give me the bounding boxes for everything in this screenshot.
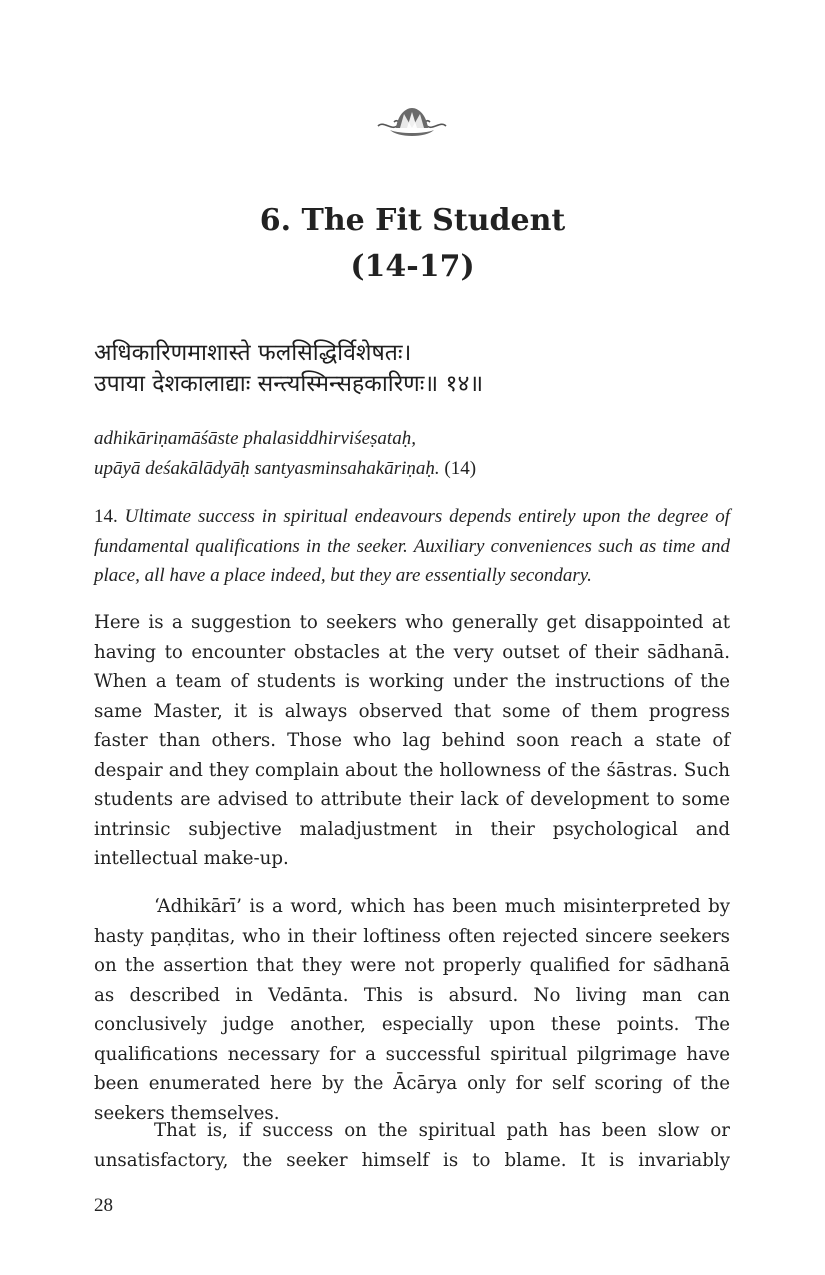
sanskrit-line-2: उपाया देशकालाद्याः सन्त्यस्मिन्सहकारिणः॥ १४॥ [94,371,484,397]
verse-number: (14) [439,458,477,479]
chapter-title [0,198,825,290]
page-number: 28 [94,1195,113,1216]
commentary-paragraph-2: ‘Adhikārī’ is a word, which has been much misinterpreted by hasty paṇḍitas, who in their loftiness often rejected sincere seekers on the assertion that they were not properly qualified for sādhanā as described in Vedānta. This is absurd. No living man can conclusively judge another, especially upon these points. The qualifications necessary for a successful spiritual pilgrimage have been enumerated here by the Ācārya only for self scoring of the seekers themselves. [94,896,730,1124]
chapter-verse-range: (14-17) [350,249,475,284]
sanskrit-verse [94,338,744,400]
transliteration-line-1: adhikāriṇamāśāste phalasiddhirviśeṣataḥ, [94,428,416,449]
translation-number: 14. [94,506,125,527]
sanskrit-line-1: अधिकारिणमाशास्ते फलसिद्धिर्विशेषतः। [94,340,412,366]
commentary-paragraph-1: Here is a suggestion to seekers who generally get disappointed at having to encounter obstacles at the very outset of their sādhanā. When a team of students is working under the instructions of the same Master, it is always observed that some of them progress faster than others. Those who lag behind soon reach a state of despair and they complain about the hollowness of the śāstras. Such students are advised to attribute their lack of development to some intrinsic subjective maladjustment in their psychological and intellectual make-up. [94,612,730,869]
lotus-ornament-icon [376,104,448,140]
commentary-paragraph-3: That is, if success on the spiritual path has been slow or unsatisfactory, the seeker himself is to blame. It is invariably [94,1120,730,1171]
transliteration-line-2-wrap [94,454,744,484]
verse-translation [94,502,730,591]
transliteration [94,424,744,484]
translation-text: Ultimate success in spiritual endeavours depends entirely upon the degree of fundamental qualifications in the seeker. Auxiliary conveniences such as time and place, all have a place indeed, but they are essentially secondary. [94,506,730,586]
chapter-title-line: 6. The Fit Student [259,203,566,238]
transliteration-line-2: upāyā deśakālādyāḥ santyasminsahakāriṇaḥ. [94,458,440,479]
